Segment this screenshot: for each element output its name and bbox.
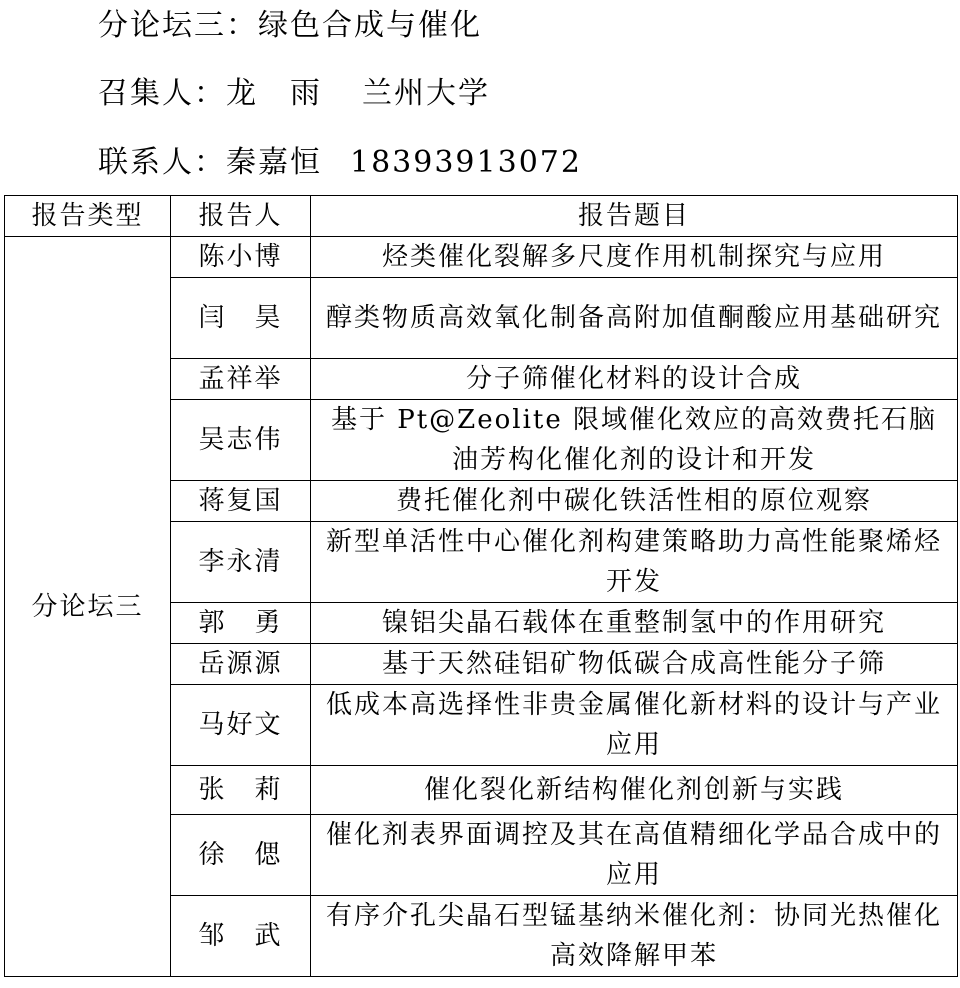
convener-org: 兰州大学 [362,76,490,111]
title-cell: 催化剂表界面调控及其在高值精细化学品合成中的应用 [311,815,958,896]
header-report-title: 报告题目 [311,196,958,237]
speaker-cell: 孟祥举 [171,359,311,400]
table-row [5,237,958,278]
table-header-row [5,196,958,237]
speaker-cell: 李永清 [171,522,311,603]
speaker-cell: 闫 昊 [171,278,311,359]
speaker-cell: 邹 武 [171,896,311,977]
speaker-cell: 陈小博 [171,237,311,278]
title-cell: 基于天然硅铝矿物低碳合成高性能分子筛 [311,644,958,685]
header-report-type: 报告类型 [5,196,171,237]
speaker-cell: 岳源源 [171,644,311,685]
schedule-table [4,195,958,977]
convener-name: 龙 雨 [226,76,322,111]
title-cell: 镍铝尖晶石载体在重整制氢中的作用研究 [311,603,958,644]
forum-title [98,6,482,46]
speaker-cell: 蒋复国 [171,481,311,522]
forum-title-text: 分论坛三：绿色合成与催化 [98,8,482,43]
title-cell: 费托催化剂中碳化铁活性相的原位观察 [311,481,958,522]
speaker-cell: 马好文 [171,685,311,766]
title-cell: 分子筛催化材料的设计合成 [311,359,958,400]
header-speaker: 报告人 [171,196,311,237]
title-cell: 催化裂化新结构催化剂创新与实践 [311,766,958,815]
title-cell: 醇类物质高效氧化制备高附加值酮酸应用基础研究 [311,278,958,359]
title-cell: 烃类催化裂解多尺度作用机制探究与应用 [311,237,958,278]
contact-label: 联系人： [98,145,226,180]
convener-line [98,74,490,114]
speaker-cell: 郭 勇 [171,603,311,644]
title-cell: 有序介孔尖晶石型锰基纳米催化剂：协同光热催化高效降解甲苯 [311,896,958,977]
contact-line [98,143,582,183]
title-cell: 基于 Pt@Zeolite 限域催化效应的高效费托石脑油芳构化催化剂的设计和开发 [311,400,958,481]
category-cell: 分论坛三 [5,237,171,977]
speaker-cell: 张 莉 [171,766,311,815]
title-cell: 新型单活性中心催化剂构建策略助力高性能聚烯烃开发 [311,522,958,603]
convener-label: 召集人： [98,76,226,111]
contact-phone: 18393913072 [350,145,582,180]
speaker-cell: 徐 偲 [171,815,311,896]
title-cell: 低成本高选择性非贵金属催化新材料的设计与产业应用 [311,685,958,766]
speaker-cell: 吴志伟 [171,400,311,481]
contact-name: 秦嘉恒 [226,145,322,180]
